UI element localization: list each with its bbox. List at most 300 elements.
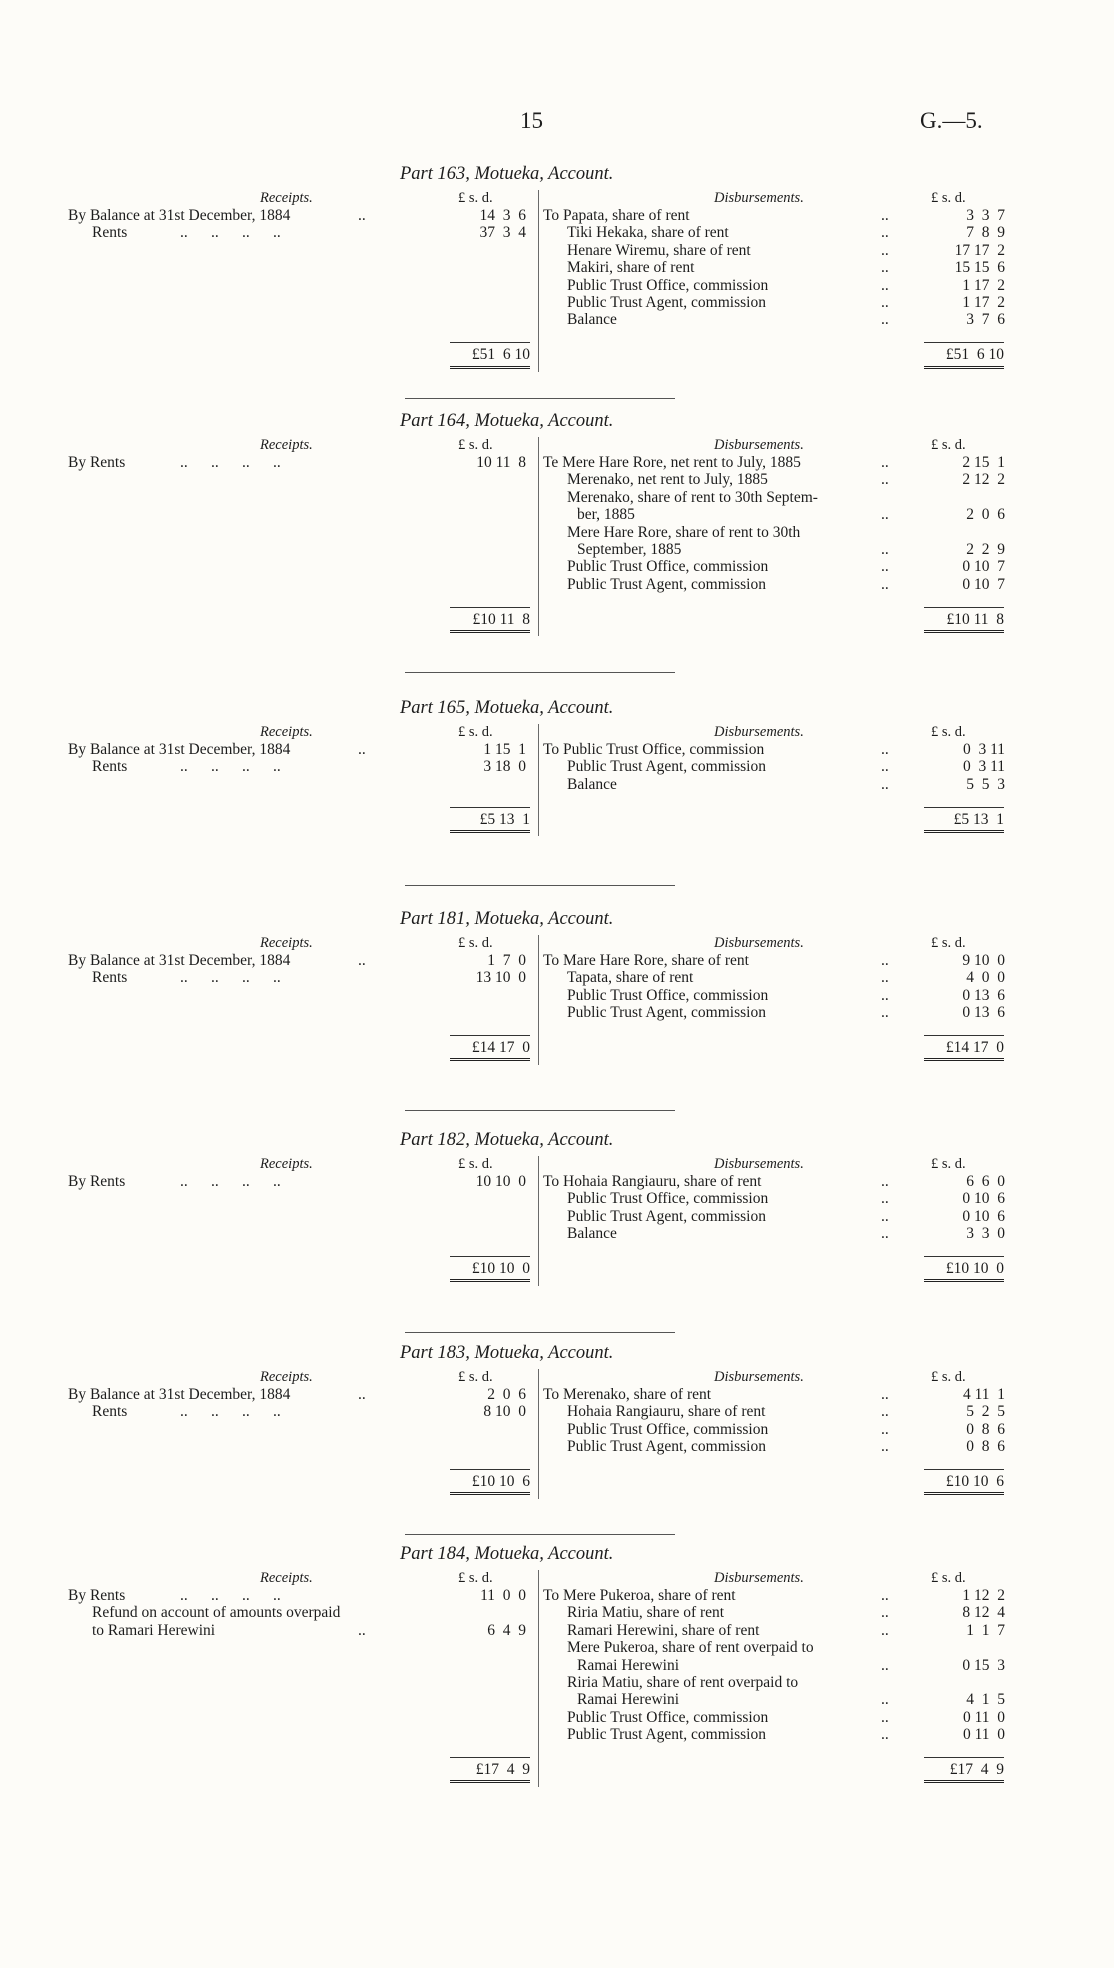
account-title: Part 165, Motueka, Account. <box>400 698 614 718</box>
disbursement-row <box>543 242 1013 259</box>
disbursement-amount: 15 15 6 <box>954 259 1005 277</box>
disbursements-list <box>543 454 1013 593</box>
leader-dots: .. .. .. .. <box>180 1587 281 1604</box>
leader-dots: .. <box>881 1004 889 1022</box>
disbursements-total: £17 4 9 <box>949 1761 1004 1778</box>
page-number: 15 <box>520 108 543 133</box>
receipts-total: £17 4 9 <box>475 1761 530 1778</box>
receipt-amount: 13 10 0 <box>475 969 526 987</box>
total-double-rule <box>450 630 530 635</box>
disbursement-amount: 2 12 2 <box>962 471 1005 489</box>
receipt-amount: 6 4 9 <box>487 1621 526 1639</box>
disbursement-amount: 8 12 4 <box>962 1604 1005 1622</box>
receipt-amount: 14 3 6 <box>479 207 526 224</box>
receipts-total: £51 6 10 <box>471 346 530 364</box>
account-block <box>0 413 1114 664</box>
disbursement-row <box>543 1004 1013 1021</box>
receipt-row <box>68 1604 538 1621</box>
disbursement-row <box>543 758 1013 775</box>
disbursement-row <box>543 1622 1013 1639</box>
receipts-money-heading: £ s. d. <box>458 437 493 453</box>
total-double-rule <box>924 366 1004 371</box>
disbursements-list <box>543 207 1013 329</box>
disbursement-row <box>543 1403 1013 1420</box>
total-rule <box>450 607 530 608</box>
account-block <box>0 1546 1114 1815</box>
total-double-rule <box>450 1492 530 1497</box>
disbursement-amount: 5 5 3 <box>966 775 1005 793</box>
leader-dots: .. <box>881 741 889 758</box>
disbursement-amount: 0 10 6 <box>962 1190 1005 1208</box>
disbursement-description: Te Mere Hare Rore, net rent to July, 1885 <box>543 454 801 471</box>
disbursement-row <box>543 1657 1013 1674</box>
disbursement-description: To Merenako, share of rent <box>543 1386 712 1403</box>
disbursement-amount: 0 15 3 <box>962 1656 1005 1674</box>
receipts-list <box>68 741 538 776</box>
total-double-rule <box>924 1780 1004 1785</box>
receipt-description: By Balance at 31st December, 1884 <box>68 952 291 969</box>
receipts-total: £10 10 6 <box>471 1473 530 1490</box>
leader-dots: .. <box>881 259 889 277</box>
receipt-amount: 10 10 0 <box>475 1173 526 1190</box>
leader-dots: .. <box>881 276 889 294</box>
disbursements-heading: Disbursements. <box>714 437 804 453</box>
leader-dots: .. <box>881 1708 889 1726</box>
disbursements-money-heading: £ s. d. <box>931 1156 966 1172</box>
disbursements-list <box>543 1587 1013 1744</box>
disbursement-description: Riria Matiu, share of rent <box>567 1604 725 1622</box>
disbursement-row <box>543 259 1013 276</box>
disbursements-heading: Disbursements. <box>714 724 804 740</box>
disbursement-amount: 3 3 7 <box>966 207 1005 224</box>
leader-dots: .. .. .. .. <box>180 1403 281 1421</box>
leader-dots: .. <box>881 758 889 776</box>
leader-dots: .. <box>881 311 889 329</box>
leader-dots: .. <box>881 1726 889 1744</box>
disbursement-description: Public Trust Office, commission <box>567 276 769 294</box>
receipt-description: By Rents <box>68 1587 126 1604</box>
disbursements-heading: Disbursements. <box>714 1156 804 1172</box>
disbursement-amount: 4 11 1 <box>962 1386 1005 1403</box>
leader-dots: .. <box>881 952 889 969</box>
disbursement-row <box>543 294 1013 311</box>
disbursement-row <box>543 576 1013 593</box>
total-rule <box>924 1256 1004 1257</box>
receipt-description: Rents <box>92 1403 128 1421</box>
disbursement-row <box>543 741 1013 758</box>
receipt-amount: 3 18 0 <box>483 758 526 776</box>
receipt-description: By Rents <box>68 1173 126 1190</box>
leader-dots: .. <box>881 1587 889 1604</box>
disbursement-row <box>543 1173 1013 1190</box>
disbursement-amount: 6 6 0 <box>966 1173 1005 1190</box>
disbursement-description: To Mere Pukeroa, share of rent <box>543 1587 736 1604</box>
total-rule <box>450 1469 530 1470</box>
column-divider <box>538 437 539 636</box>
disbursements-total: £10 10 6 <box>945 1473 1004 1490</box>
receipt-description: By Rents <box>68 454 126 471</box>
disbursements-list <box>543 741 1013 793</box>
disbursement-description: Ramai Herewini <box>577 1691 680 1709</box>
disbursement-row <box>543 1225 1013 1242</box>
total-rule <box>450 1035 530 1036</box>
disbursement-row <box>543 454 1013 471</box>
section-separator <box>405 885 675 886</box>
disbursement-row <box>543 1386 1013 1403</box>
disbursements-total: £51 6 10 <box>945 346 1004 364</box>
leader-dots: .. <box>881 471 889 489</box>
total-double-rule <box>924 1279 1004 1284</box>
section-separator <box>405 1534 675 1535</box>
receipt-description: By Balance at 31st December, 1884 <box>68 741 291 758</box>
disbursement-amount: 0 3 11 <box>962 741 1005 758</box>
disbursement-row <box>543 541 1013 558</box>
disbursement-row <box>543 1639 1013 1656</box>
disbursement-description: Public Trust Agent, commission <box>567 1004 766 1022</box>
disbursement-description: Public Trust Agent, commission <box>567 1726 766 1744</box>
receipt-row <box>68 1173 538 1190</box>
leader-dots: .. <box>881 1621 889 1639</box>
disbursement-amount: 4 1 5 <box>966 1691 1005 1709</box>
disbursement-description: To Public Trust Office, commission <box>543 741 765 758</box>
disbursements-list <box>543 952 1013 1022</box>
leader-dots: .. .. .. .. <box>180 758 281 776</box>
receipts-total: £14 17 0 <box>471 1039 530 1056</box>
section-separator <box>405 398 675 399</box>
disbursement-row <box>543 1674 1013 1691</box>
disbursements-money-heading: £ s. d. <box>931 935 966 951</box>
disbursements-list <box>543 1173 1013 1243</box>
receipts-total: £5 13 1 <box>479 810 530 828</box>
account-title: Part 183, Motueka, Account. <box>400 1343 614 1363</box>
leader-dots: .. <box>881 558 889 576</box>
disbursement-amount: 2 15 1 <box>962 454 1005 471</box>
leader-dots: .. <box>881 224 889 242</box>
receipts-money-heading: £ s. d. <box>458 1369 493 1385</box>
account-block <box>0 1132 1114 1314</box>
leader-dots: .. <box>881 207 889 224</box>
disbursement-row <box>543 471 1013 488</box>
disbursement-row <box>543 506 1013 523</box>
disbursement-amount: 0 8 6 <box>966 1420 1005 1438</box>
leader-dots: .. <box>881 969 889 987</box>
disbursement-amount: 0 8 6 <box>966 1438 1005 1456</box>
receipt-row <box>68 758 538 775</box>
leader-dots: .. <box>881 1386 889 1403</box>
receipts-money-heading: £ s. d. <box>458 190 493 206</box>
disbursement-amount: 0 11 0 <box>962 1726 1005 1744</box>
disbursement-description: Hohaia Rangiauru, share of rent <box>567 1403 766 1421</box>
disbursements-total: £5 13 1 <box>953 810 1004 828</box>
receipt-row <box>68 1622 538 1639</box>
receipt-description: By Balance at 31st December, 1884 <box>68 1386 291 1403</box>
disbursements-total: £14 17 0 <box>945 1039 1004 1056</box>
receipt-amount: 10 11 8 <box>476 454 526 471</box>
disbursement-row <box>543 969 1013 986</box>
disbursement-row <box>543 311 1013 328</box>
leader-dots: .. <box>881 1420 889 1438</box>
disbursement-description: To Papata, share of rent <box>543 207 690 224</box>
disbursement-description: Henare Wiremu, share of rent <box>567 241 751 259</box>
disbursement-amount: 17 17 2 <box>954 241 1005 259</box>
leader-dots: .. <box>881 1604 889 1622</box>
disbursement-row <box>543 1190 1013 1207</box>
disbursements-total: £10 11 8 <box>946 610 1004 628</box>
disbursement-description: Public Trust Agent, commission <box>567 575 766 593</box>
leader-dots: .. <box>881 454 889 471</box>
disbursement-row <box>543 987 1013 1004</box>
disbursement-description: Public Trust Office, commission <box>567 1708 769 1726</box>
receipt-amount: 1 15 1 <box>483 741 526 758</box>
total-rule <box>924 1757 1004 1758</box>
disbursement-amount: 1 17 2 <box>962 293 1005 311</box>
leader-dots: .. <box>881 575 889 593</box>
leader-dots: .. <box>358 1386 366 1403</box>
disbursement-amount: 0 10 6 <box>962 1207 1005 1225</box>
disbursement-description: Public Trust Agent, commission <box>567 293 766 311</box>
total-rule <box>924 1469 1004 1470</box>
disbursement-description: Tiki Hekaka, share of rent <box>567 224 729 242</box>
leader-dots: .. <box>881 506 889 524</box>
receipt-row <box>68 952 538 969</box>
receipts-heading: Receipts. <box>260 1156 313 1172</box>
disbursements-heading: Disbursements. <box>714 1369 804 1385</box>
disbursement-amount: 1 17 2 <box>962 276 1005 294</box>
receipt-amount: 11 0 0 <box>480 1587 526 1604</box>
receipt-row <box>68 1403 538 1420</box>
total-rule <box>924 342 1004 343</box>
receipts-money-heading: £ s. d. <box>458 935 493 951</box>
receipts-money-heading: £ s. d. <box>458 724 493 740</box>
disbursement-amount: 4 0 0 <box>966 969 1005 987</box>
disbursements-heading: Disbursements. <box>714 935 804 951</box>
leader-dots: .. <box>881 1225 889 1243</box>
account-title: Part 182, Motueka, Account. <box>400 1130 614 1150</box>
column-divider <box>538 190 539 372</box>
receipts-money-heading: £ s. d. <box>458 1570 493 1586</box>
leader-dots: .. <box>881 986 889 1004</box>
column-divider <box>538 1570 539 1787</box>
disbursement-description: Public Trust Office, commission <box>567 1420 769 1438</box>
disbursement-description: Makiri, share of rent <box>567 259 695 277</box>
disbursement-row <box>543 1604 1013 1621</box>
disbursement-description: To Hohaia Rangiauru, share of rent <box>543 1173 762 1190</box>
leader-dots: .. <box>358 207 366 224</box>
receipt-row <box>68 741 538 758</box>
disbursement-description: Merenako, share of rent to 30th Septem- <box>567 488 818 506</box>
receipt-description: to Ramari Herewini <box>92 1621 216 1639</box>
receipt-description: Rents <box>92 224 128 242</box>
receipt-description: Rents <box>92 758 128 776</box>
receipts-list <box>68 1386 538 1421</box>
disbursements-heading: Disbursements. <box>714 190 804 206</box>
total-double-rule <box>450 1058 530 1063</box>
disbursements-money-heading: £ s. d. <box>931 1570 966 1586</box>
total-rule <box>924 807 1004 808</box>
disbursement-description: Merenako, net rent to July, 1885 <box>567 471 768 489</box>
column-divider <box>538 935 539 1065</box>
disbursement-amount: 2 2 9 <box>966 540 1005 558</box>
receipts-heading: Receipts. <box>260 190 313 206</box>
disbursement-row <box>543 558 1013 575</box>
disbursement-row <box>543 224 1013 241</box>
column-divider <box>538 1369 539 1499</box>
disbursement-description: Public Trust Office, commission <box>567 986 769 1004</box>
disbursement-description: Public Trust Agent, commission <box>567 758 766 776</box>
disbursement-description: Balance <box>567 311 617 329</box>
disbursement-amount: 0 11 0 <box>962 1708 1005 1726</box>
disbursement-row <box>543 207 1013 224</box>
total-rule <box>450 1256 530 1257</box>
receipt-amount: 2 0 6 <box>487 1386 526 1403</box>
disbursement-description: Ramari Herewini, share of rent <box>567 1621 760 1639</box>
disbursement-description: September, 1885 <box>577 540 682 558</box>
leader-dots: .. <box>881 775 889 793</box>
receipts-heading: Receipts. <box>260 437 313 453</box>
leader-dots: .. <box>881 1403 889 1421</box>
disbursement-description: Tapata, share of rent <box>567 969 694 987</box>
disbursement-amount: 3 3 0 <box>966 1225 1005 1243</box>
receipts-list <box>68 207 538 242</box>
disbursements-heading: Disbursements. <box>714 1570 804 1586</box>
disbursement-description: Mere Hare Rore, share of rent to 30th <box>567 523 801 541</box>
receipts-total: £10 10 0 <box>471 1260 530 1277</box>
leader-dots: .. <box>358 952 366 969</box>
disbursement-amount: 7 8 9 <box>966 224 1005 242</box>
receipt-amount: 37 3 4 <box>479 224 526 242</box>
disbursement-amount: 2 0 6 <box>966 506 1005 524</box>
total-rule <box>450 342 530 343</box>
account-title: Part 163, Motueka, Account. <box>400 164 614 184</box>
total-rule <box>450 807 530 808</box>
total-double-rule <box>924 830 1004 835</box>
account-title: Part 164, Motueka, Account. <box>400 411 614 431</box>
disbursements-money-heading: £ s. d. <box>931 1369 966 1385</box>
disbursement-description: Public Trust Agent, commission <box>567 1438 766 1456</box>
leader-dots: .. <box>881 1173 889 1190</box>
receipt-row <box>68 224 538 241</box>
receipt-row <box>68 207 538 224</box>
disbursement-row <box>543 1709 1013 1726</box>
leader-dots: .. <box>881 1438 889 1456</box>
leader-dots: .. .. .. .. <box>180 969 281 987</box>
disbursements-money-heading: £ s. d. <box>931 437 966 453</box>
disbursement-description: Public Trust Office, commission <box>567 558 769 576</box>
disbursements-list <box>543 1386 1013 1456</box>
account-block <box>0 1345 1114 1527</box>
disbursement-description: To Mare Hare Rore, share of rent <box>543 952 749 969</box>
disbursements-total: £10 10 0 <box>945 1260 1004 1277</box>
leader-dots: .. <box>881 1207 889 1225</box>
total-double-rule <box>450 366 530 371</box>
account-title: Part 181, Motueka, Account. <box>400 909 614 929</box>
total-double-rule <box>924 1492 1004 1497</box>
leader-dots: .. <box>881 1691 889 1709</box>
receipt-description: Rents <box>92 969 128 987</box>
receipts-heading: Receipts. <box>260 935 313 951</box>
disbursements-money-heading: £ s. d. <box>931 190 966 206</box>
disbursement-description: Ramai Herewini <box>577 1656 680 1674</box>
total-double-rule <box>450 1279 530 1284</box>
receipts-list <box>68 952 538 987</box>
disbursement-row <box>543 489 1013 506</box>
section-separator <box>405 1332 675 1333</box>
receipt-amount: 8 10 0 <box>483 1403 526 1421</box>
disbursement-amount: 0 13 6 <box>962 1004 1005 1022</box>
disbursement-amount: 9 10 0 <box>962 952 1005 969</box>
disbursement-amount: 0 10 7 <box>962 575 1005 593</box>
leader-dots: .. .. .. .. <box>180 454 281 471</box>
receipts-heading: Receipts. <box>260 1570 313 1586</box>
total-double-rule <box>924 1058 1004 1063</box>
disbursement-row <box>543 1421 1013 1438</box>
disbursement-row <box>543 1438 1013 1455</box>
leader-dots: .. .. .. .. <box>180 224 281 242</box>
leader-dots: .. <box>358 741 366 758</box>
disbursement-description: Public Trust Office, commission <box>567 1190 769 1208</box>
account-title: Part 184, Motueka, Account. <box>400 1544 614 1564</box>
receipts-total: £10 11 8 <box>472 610 530 628</box>
leader-dots: .. <box>881 540 889 558</box>
leader-dots: .. <box>881 1656 889 1674</box>
account-block <box>0 166 1114 400</box>
disbursement-row <box>543 1691 1013 1708</box>
total-rule <box>924 607 1004 608</box>
receipts-list <box>68 1173 538 1190</box>
receipt-row <box>68 454 538 471</box>
disbursement-amount: 0 3 11 <box>962 758 1005 776</box>
total-rule <box>450 1757 530 1758</box>
column-divider <box>538 724 539 836</box>
section-separator <box>405 1110 675 1111</box>
disbursement-amount: 5 2 5 <box>966 1403 1005 1421</box>
leader-dots: .. <box>881 1190 889 1208</box>
receipts-heading: Receipts. <box>260 1369 313 1385</box>
account-block <box>0 911 1114 1093</box>
leader-dots: .. <box>881 293 889 311</box>
disbursement-row <box>543 1208 1013 1225</box>
account-block <box>0 700 1114 864</box>
section-separator <box>405 672 675 673</box>
total-double-rule <box>924 630 1004 635</box>
total-double-rule <box>450 1780 530 1785</box>
receipt-description: Refund on account of amounts overpaid <box>92 1604 341 1622</box>
disbursement-row <box>543 1726 1013 1743</box>
receipts-list <box>68 454 538 471</box>
leader-dots: .. <box>358 1621 366 1639</box>
receipts-list <box>68 1587 538 1639</box>
disbursement-row <box>543 1587 1013 1604</box>
disbursement-description: Balance <box>567 775 617 793</box>
leader-dots: .. <box>881 241 889 259</box>
disbursement-row <box>543 776 1013 793</box>
disbursement-description: Balance <box>567 1225 617 1243</box>
receipt-description: By Balance at 31st December, 1884 <box>68 207 291 224</box>
disbursement-row <box>543 277 1013 294</box>
disbursement-amount: 0 10 7 <box>962 558 1005 576</box>
leader-dots: .. .. .. .. <box>180 1173 281 1190</box>
disbursement-row <box>543 952 1013 969</box>
total-double-rule <box>450 830 530 835</box>
disbursement-description: ber, 1885 <box>577 506 635 524</box>
receipts-heading: Receipts. <box>260 724 313 740</box>
disbursement-amount: 1 12 2 <box>962 1587 1005 1604</box>
receipt-amount: 1 7 0 <box>487 952 526 969</box>
disbursement-description: Mere Pukeroa, share of rent overpaid to <box>567 1639 814 1657</box>
disbursement-description: Public Trust Agent, commission <box>567 1207 766 1225</box>
column-divider <box>538 1156 539 1286</box>
receipt-row <box>68 1587 538 1604</box>
